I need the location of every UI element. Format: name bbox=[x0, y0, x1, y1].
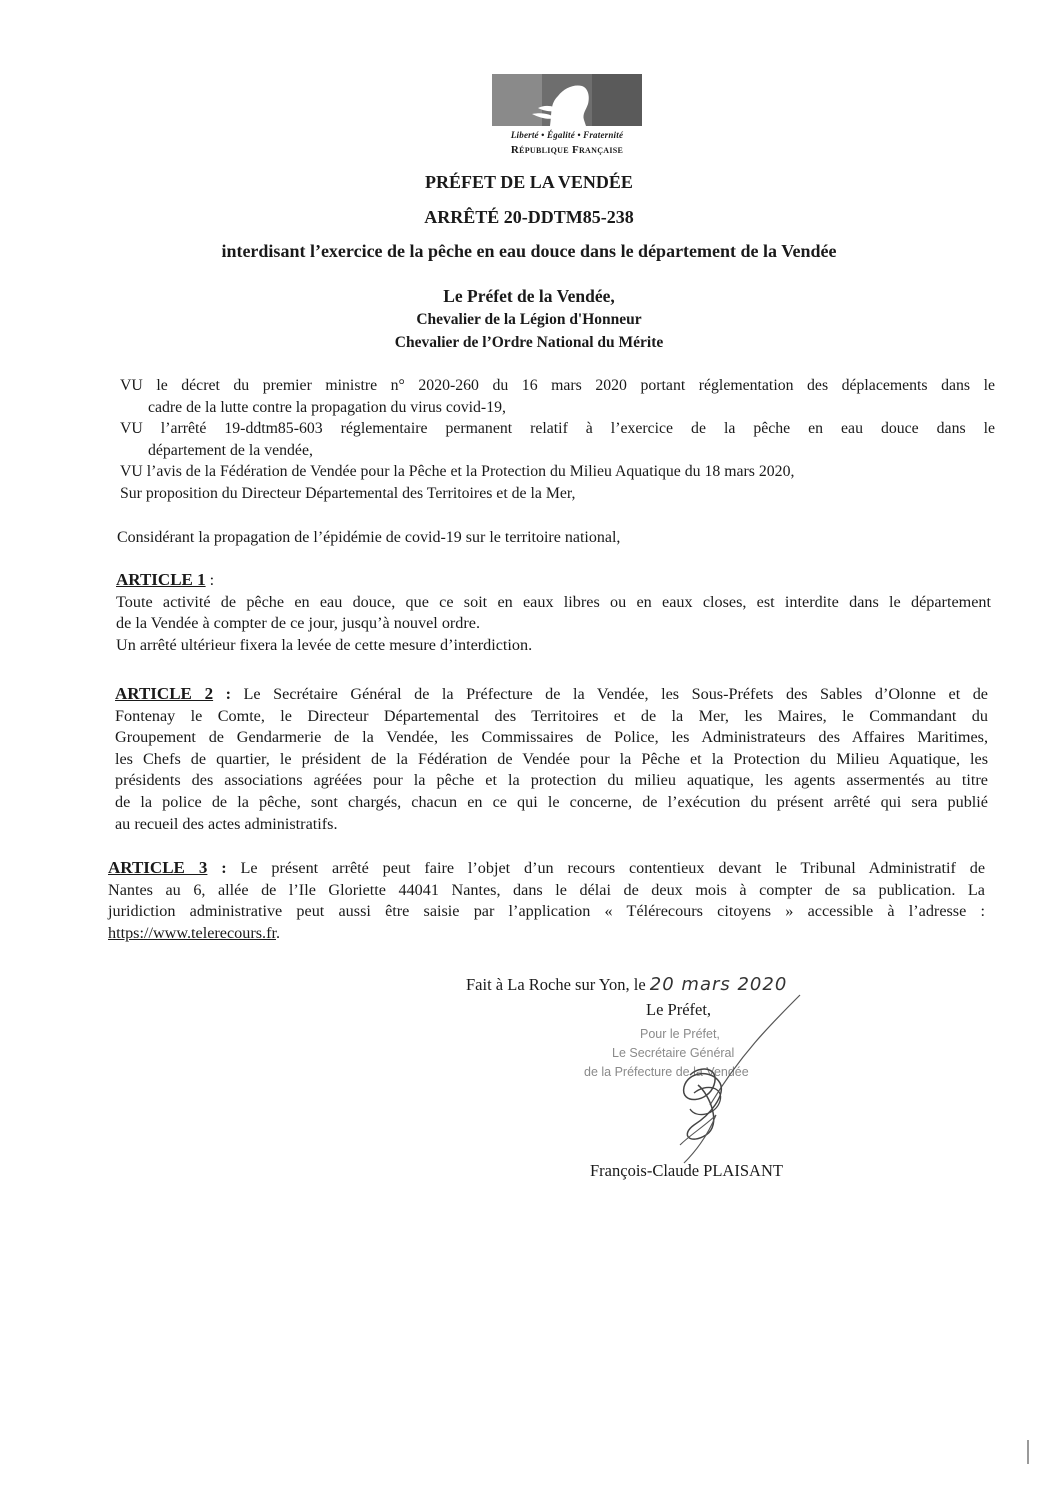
article-3-first-line: Le présent arrêté peut faire l’objet d’un recours contentieux devant le Tribunal Administratif de bbox=[240, 859, 986, 877]
marianne-logo bbox=[488, 74, 646, 164]
marianne-profile-icon bbox=[492, 74, 642, 126]
stamp-line-2: Le Secrétaire Général bbox=[612, 1046, 735, 1060]
article-1-heading: ARTICLE 1 bbox=[116, 570, 206, 589]
visa-line: Sur proposition du Directeur Départemental des Territoires et de la Mer, bbox=[120, 484, 576, 502]
decree-number: ARRÊTÉ 20-DDTM85-238 bbox=[424, 207, 634, 227]
handwritten-date: 20 mars 2020 bbox=[649, 974, 788, 995]
prefect-title: PRÉFET DE LA VENDÉE bbox=[425, 172, 633, 192]
issuer-honor-2: Chevalier de l’Ordre National du Mérite bbox=[394, 334, 664, 351]
article-1 bbox=[116, 569, 991, 656]
decree-subject: interdisant l’exercice de la pêche en eau douce dans le département de la Vendée bbox=[221, 241, 837, 261]
article-1-line: Un arrêté ultérieur fixera la levée de cette mesure d’interdiction. bbox=[116, 635, 533, 654]
visas-block bbox=[120, 375, 995, 505]
issuer-honor-1: Chevalier de la Légion d'Honneur bbox=[416, 311, 642, 328]
article-2-line: au recueil des actes administratifs. bbox=[115, 814, 338, 833]
article-2 bbox=[115, 683, 988, 835]
visa-line: cadre de la lutte contre la propagation du virus covid-19, bbox=[148, 398, 506, 416]
republic-motto: Liberté • Égalité • Fraternité bbox=[510, 130, 624, 140]
issuer-name: Le Préfet de la Vendée, bbox=[443, 286, 615, 306]
article-1-line: de la Vendée à compter de ce jour, jusqu’à nouvel ordre. bbox=[116, 614, 481, 633]
article-2-line: Fontenay le Comte, le Directeur Départemental des Territoires et de la Mer, les Maires, le Commandant du bbox=[115, 706, 988, 725]
telerecours-link-suffix: . bbox=[275, 923, 281, 942]
considering-line: Considérant la propagation de l’épidémie de covid-19 sur le territoire national, bbox=[117, 529, 621, 546]
article-3-heading: ARTICLE 3 bbox=[108, 858, 208, 877]
visa-line: VU l’arrêté 19-ddtm85-603 réglementaire permanent relatif à l’exercice de la pêche en eau douce dans le bbox=[120, 420, 995, 438]
place-date-label: Fait à La Roche sur Yon, le bbox=[466, 975, 646, 994]
article-1-heading-suffix: : bbox=[205, 571, 215, 589]
article-3-line: juridiction administrative peut aussi être saisie par l’application « Télérecours citoyens » accessible à l’adresse : bbox=[108, 902, 985, 921]
republic-name: République Française bbox=[510, 144, 624, 156]
stamp-line-1: Pour le Préfet, bbox=[640, 1027, 720, 1041]
article-2-line: les Chefs de quartier, le président de la Fédération de Vendée pour la Pêche et la Protection du Milieu Aquatique, les bbox=[115, 749, 988, 768]
article-2-line: présidents des associations agréées pour la pêche et la protection du milieu aquatique, les agents assermentés au titre bbox=[115, 771, 988, 790]
visa-line: VU l’avis de la Fédération de Vendée pour la Pêche et la Protection du Milieu Aquatique du 18 mars 2020, bbox=[120, 463, 795, 481]
article-1-line: Toute activité de pêche en eau douce, que ce soit en eaux libres ou en eaux closes, est interdite dans le département bbox=[116, 592, 991, 611]
signature-title: Le Préfet, bbox=[646, 1000, 712, 1019]
visa-line: VU le décret du premier ministre n° 2020-260 du 16 mars 2020 portant réglementation des déplacements dans le bbox=[120, 377, 995, 394]
stamp-line-3: de la Préfecture de la Vendée bbox=[584, 1065, 749, 1079]
article-2-first-line: Le Secrétaire Général de la Préfecture de la Vendée, les Sous-Préfets des Sables d’Olonne et de bbox=[243, 685, 988, 703]
marianne-emblem bbox=[492, 74, 642, 126]
considering-text bbox=[117, 527, 620, 549]
visa-line: département de la vendée, bbox=[148, 441, 313, 459]
telerecours-link[interactable]: https://www.telerecours.fr bbox=[108, 923, 276, 942]
article-3 bbox=[108, 857, 985, 944]
article-2-heading: ARTICLE 2 bbox=[115, 684, 214, 703]
article-2-line: Groupement de Gendarmerie de la Vendée, les Commissaires de Police, les Administrateurs des Affaires Maritimes, bbox=[115, 728, 988, 747]
signatory-name: François-Claude PLAISANT bbox=[590, 1161, 783, 1180]
article-3-line: Nantes au 6, allée de l’Ile Gloriette 44041 Nantes, dans le délai de deux mois à compter de sa publication. La bbox=[108, 880, 985, 899]
article-2-line: de la police de la pêche, sont chargés, chacun en ce qui le concerne, de l’exécution du présent arrêté qui sera publié bbox=[115, 792, 988, 811]
article-3-heading-suffix: : bbox=[207, 859, 227, 877]
handwritten-signature bbox=[650, 975, 850, 1170]
scan-artifact bbox=[1027, 1440, 1029, 1464]
article-2-heading-suffix: : bbox=[213, 685, 232, 703]
